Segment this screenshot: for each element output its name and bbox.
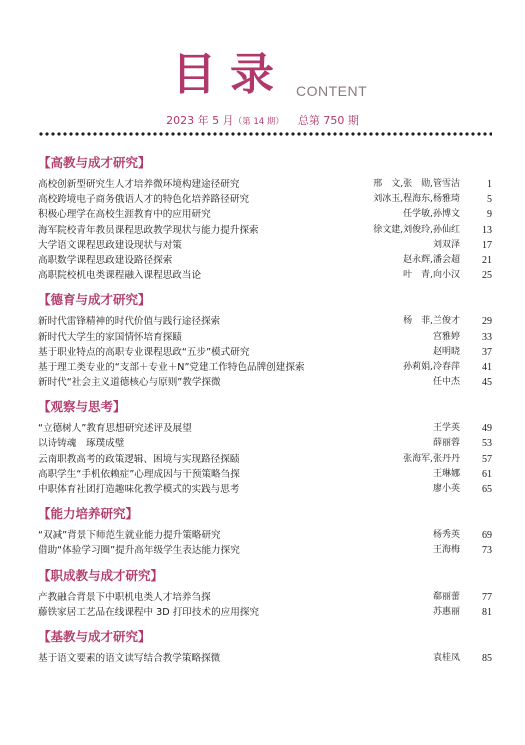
- bracket-left: 【: [38, 506, 51, 522]
- toc-entry[interactable]: [38, 543, 492, 558]
- toc-entry[interactable]: [38, 345, 492, 360]
- entry-authors: 赵明晓: [432, 346, 460, 357]
- toc-section: [38, 503, 492, 558]
- entry-title: 高校创新型研究生人才培养微环境构建途径研究: [38, 179, 240, 190]
- toc-entry[interactable]: [38, 651, 492, 666]
- entry-authors: 刘冰玉,程海东,杨雅琦: [373, 194, 460, 205]
- toc-entry[interactable]: [38, 436, 492, 451]
- entry-authors: 赵永辉,潘会超: [403, 254, 460, 265]
- bracket-right: 】: [138, 292, 151, 308]
- entry-title: 海军院校青年教员课程思政教学现状与能力提升探索: [38, 224, 259, 236]
- toc-entry[interactable]: [38, 605, 492, 620]
- entry-page: 21: [482, 254, 492, 266]
- entry-page: 73: [482, 545, 492, 557]
- entry-page: 25: [482, 270, 492, 282]
- bracket-right: 】: [125, 506, 139, 522]
- entry-authors: 薛丽蓉: [432, 438, 460, 449]
- section-title: 高教与成才研究: [50, 155, 139, 170]
- issue-number: （第 14 期）: [233, 117, 284, 127]
- entry-authors: 叶 青,向小汉: [403, 270, 460, 281]
- toc-entry[interactable]: [38, 360, 492, 375]
- toc-entry[interactable]: [38, 238, 492, 253]
- entry-title: 中职体育社团打造趣味化教学模式的实践与思考: [38, 484, 240, 495]
- entry-page: 85: [482, 652, 492, 664]
- toc-entry[interactable]: [38, 192, 492, 207]
- toc-entry[interactable]: [38, 223, 492, 238]
- entry-title: 藤铁家居工艺品在线课程中 3D 打印技术的应用探究: [38, 606, 260, 618]
- entry-title: 大学语文课程思政建设现状与对策: [38, 239, 182, 251]
- bracket-right: 】: [138, 155, 151, 170]
- entry-authors: 张海军,张丹丹: [403, 453, 460, 464]
- entry-authors: 任中杰: [432, 377, 460, 388]
- entry-authors: 徐文建,刘俊玲,孙仙红: [373, 224, 460, 235]
- entry-authors: 王学英: [432, 423, 460, 434]
- entry-authors: 王琳娜: [432, 468, 460, 479]
- entry-page: 1: [487, 179, 492, 190]
- section-heading: [38, 152, 492, 174]
- entry-page: 45: [482, 377, 492, 389]
- entry-title: “双减”背景下师范生就业能力提升策略研究: [38, 530, 221, 542]
- issue-date: 2023 年 5 月: [166, 114, 234, 127]
- entry-page: 49: [482, 423, 492, 435]
- toc-section: [38, 152, 492, 283]
- entry-authors: 杨秀英: [432, 530, 460, 541]
- entry-page: 33: [482, 331, 492, 343]
- entry-authors: 王海梅: [432, 545, 460, 556]
- toc-section: [38, 396, 492, 497]
- section-heading: [38, 396, 492, 418]
- section-heading: [38, 289, 492, 311]
- entry-page: 17: [482, 239, 492, 251]
- bracket-right: 】: [138, 628, 151, 644]
- entry-title: 云南职教高考的政策逻辑、困境与实现路径探赜: [38, 453, 240, 465]
- page-title-english: CONTENT: [296, 83, 368, 99]
- section-title: 德育与成才研究: [50, 292, 139, 308]
- section-heading: [38, 626, 492, 648]
- toc-entry[interactable]: [38, 590, 492, 605]
- toc-entry[interactable]: [38, 253, 492, 268]
- entry-page: 41: [482, 361, 492, 373]
- bracket-right: 】: [150, 567, 164, 583]
- entry-authors: 刘双泽: [432, 239, 460, 250]
- entry-authors: 廖小英: [432, 484, 460, 494]
- entry-title: 产教融合背景下中职机电类人才培养刍探: [38, 591, 211, 603]
- bracket-left: 【: [38, 567, 51, 583]
- section-title: 观察与思考: [50, 399, 114, 415]
- total-issue: 总第 750 期: [297, 114, 359, 127]
- entry-title: 新时代“社会主义道德核心与原则”教学探微: [38, 377, 221, 389]
- entry-title: 基于理工类专业的“支部＋专业＋N”党建工作特色品牌创建探索: [38, 361, 305, 373]
- toc-entry[interactable]: [38, 375, 492, 390]
- toc-entry[interactable]: [38, 528, 492, 543]
- entry-page: 77: [482, 591, 492, 603]
- toc-section: [38, 626, 492, 666]
- entry-page: 53: [482, 438, 492, 450]
- entry-page: 13: [482, 224, 492, 236]
- toc-entry[interactable]: [38, 452, 492, 467]
- entry-page: 81: [482, 606, 492, 618]
- entry-authors: 苏惠丽: [432, 606, 460, 617]
- entry-page: 57: [482, 453, 492, 465]
- bracket-right: 】: [113, 399, 126, 415]
- toc-entry[interactable]: [38, 177, 492, 192]
- section-title: 能力培养研究: [50, 506, 126, 522]
- toc-entry[interactable]: [38, 207, 492, 222]
- toc-entry[interactable]: [38, 421, 492, 436]
- entry-title: 高职数学课程思政建设路径探索: [38, 254, 173, 266]
- bracket-left: 【: [38, 155, 51, 170]
- entry-title: 积极心理学在高校生涯教育中的应用研究: [38, 209, 211, 221]
- dotted-divider: [38, 131, 492, 137]
- entry-authors: 袁桂凤: [432, 652, 460, 663]
- entry-title: 高职学生“手机依赖症”心理成因与干预策略刍探: [38, 468, 240, 480]
- entry-page: 9: [487, 209, 492, 221]
- entry-authors: 宫雅婷: [432, 331, 460, 342]
- masthead: [0, 38, 525, 108]
- section-title: 职成教与成才研究: [50, 567, 151, 583]
- entry-page: 37: [482, 346, 492, 358]
- entry-authors: 任学敏,孙博文: [403, 209, 460, 220]
- entry-title: 高职院校机电类课程融入课程思政当论: [38, 270, 202, 282]
- entry-authors: 孙莉娟,冷春萍: [403, 361, 460, 372]
- entry-page: 65: [482, 484, 492, 495]
- entry-title: “立德树人”教育思想研究述评及展望: [38, 423, 192, 435]
- entry-page: 5: [487, 194, 492, 206]
- entry-title: 高校跨境电子商务俄语人才的特色化培养路径研究: [38, 194, 250, 206]
- section-title: 基教与成才研究: [50, 628, 139, 644]
- entry-page: 69: [482, 530, 492, 542]
- bracket-left: 【: [38, 628, 51, 644]
- bracket-left: 【: [38, 292, 51, 308]
- entry-title: 基于语文要素的语文读写结合教学策略探微: [38, 652, 221, 664]
- toc-section: [38, 565, 492, 620]
- toc-entry[interactable]: [38, 467, 492, 482]
- entry-authors: 邢 文,张 勋,管雪洁: [373, 179, 460, 189]
- table-of-contents: [38, 152, 492, 672]
- entry-title: 借助“体验学习圈”提升高年级学生表达能力探究: [38, 545, 240, 557]
- entry-page: 61: [482, 468, 492, 480]
- toc-section: [38, 289, 492, 390]
- entry-title: 基于职业特点的高职专业课程思政“五步”模式研究: [38, 346, 250, 358]
- toc-entry[interactable]: [38, 268, 492, 283]
- entry-title: 新时代雷锋精神的时代价值与践行途径探索: [38, 316, 221, 328]
- toc-entry[interactable]: [38, 482, 492, 497]
- toc-entry[interactable]: [38, 330, 492, 345]
- page-title: 目录: [172, 49, 288, 100]
- issue-info: [0, 112, 525, 128]
- entry-authors: 杨 菲,兰俊才: [403, 316, 460, 327]
- section-heading: [38, 503, 492, 525]
- entry-title: 新时代大学生的家国情怀培育探赜: [38, 331, 182, 343]
- entry-page: 29: [482, 316, 492, 328]
- section-heading: [38, 565, 492, 587]
- toc-entry[interactable]: [38, 314, 492, 329]
- bracket-left: 【: [38, 399, 51, 415]
- entry-title: 以诗铸魂 琢璞成璧: [38, 438, 125, 450]
- entry-authors: 郗丽蕾: [432, 591, 460, 602]
